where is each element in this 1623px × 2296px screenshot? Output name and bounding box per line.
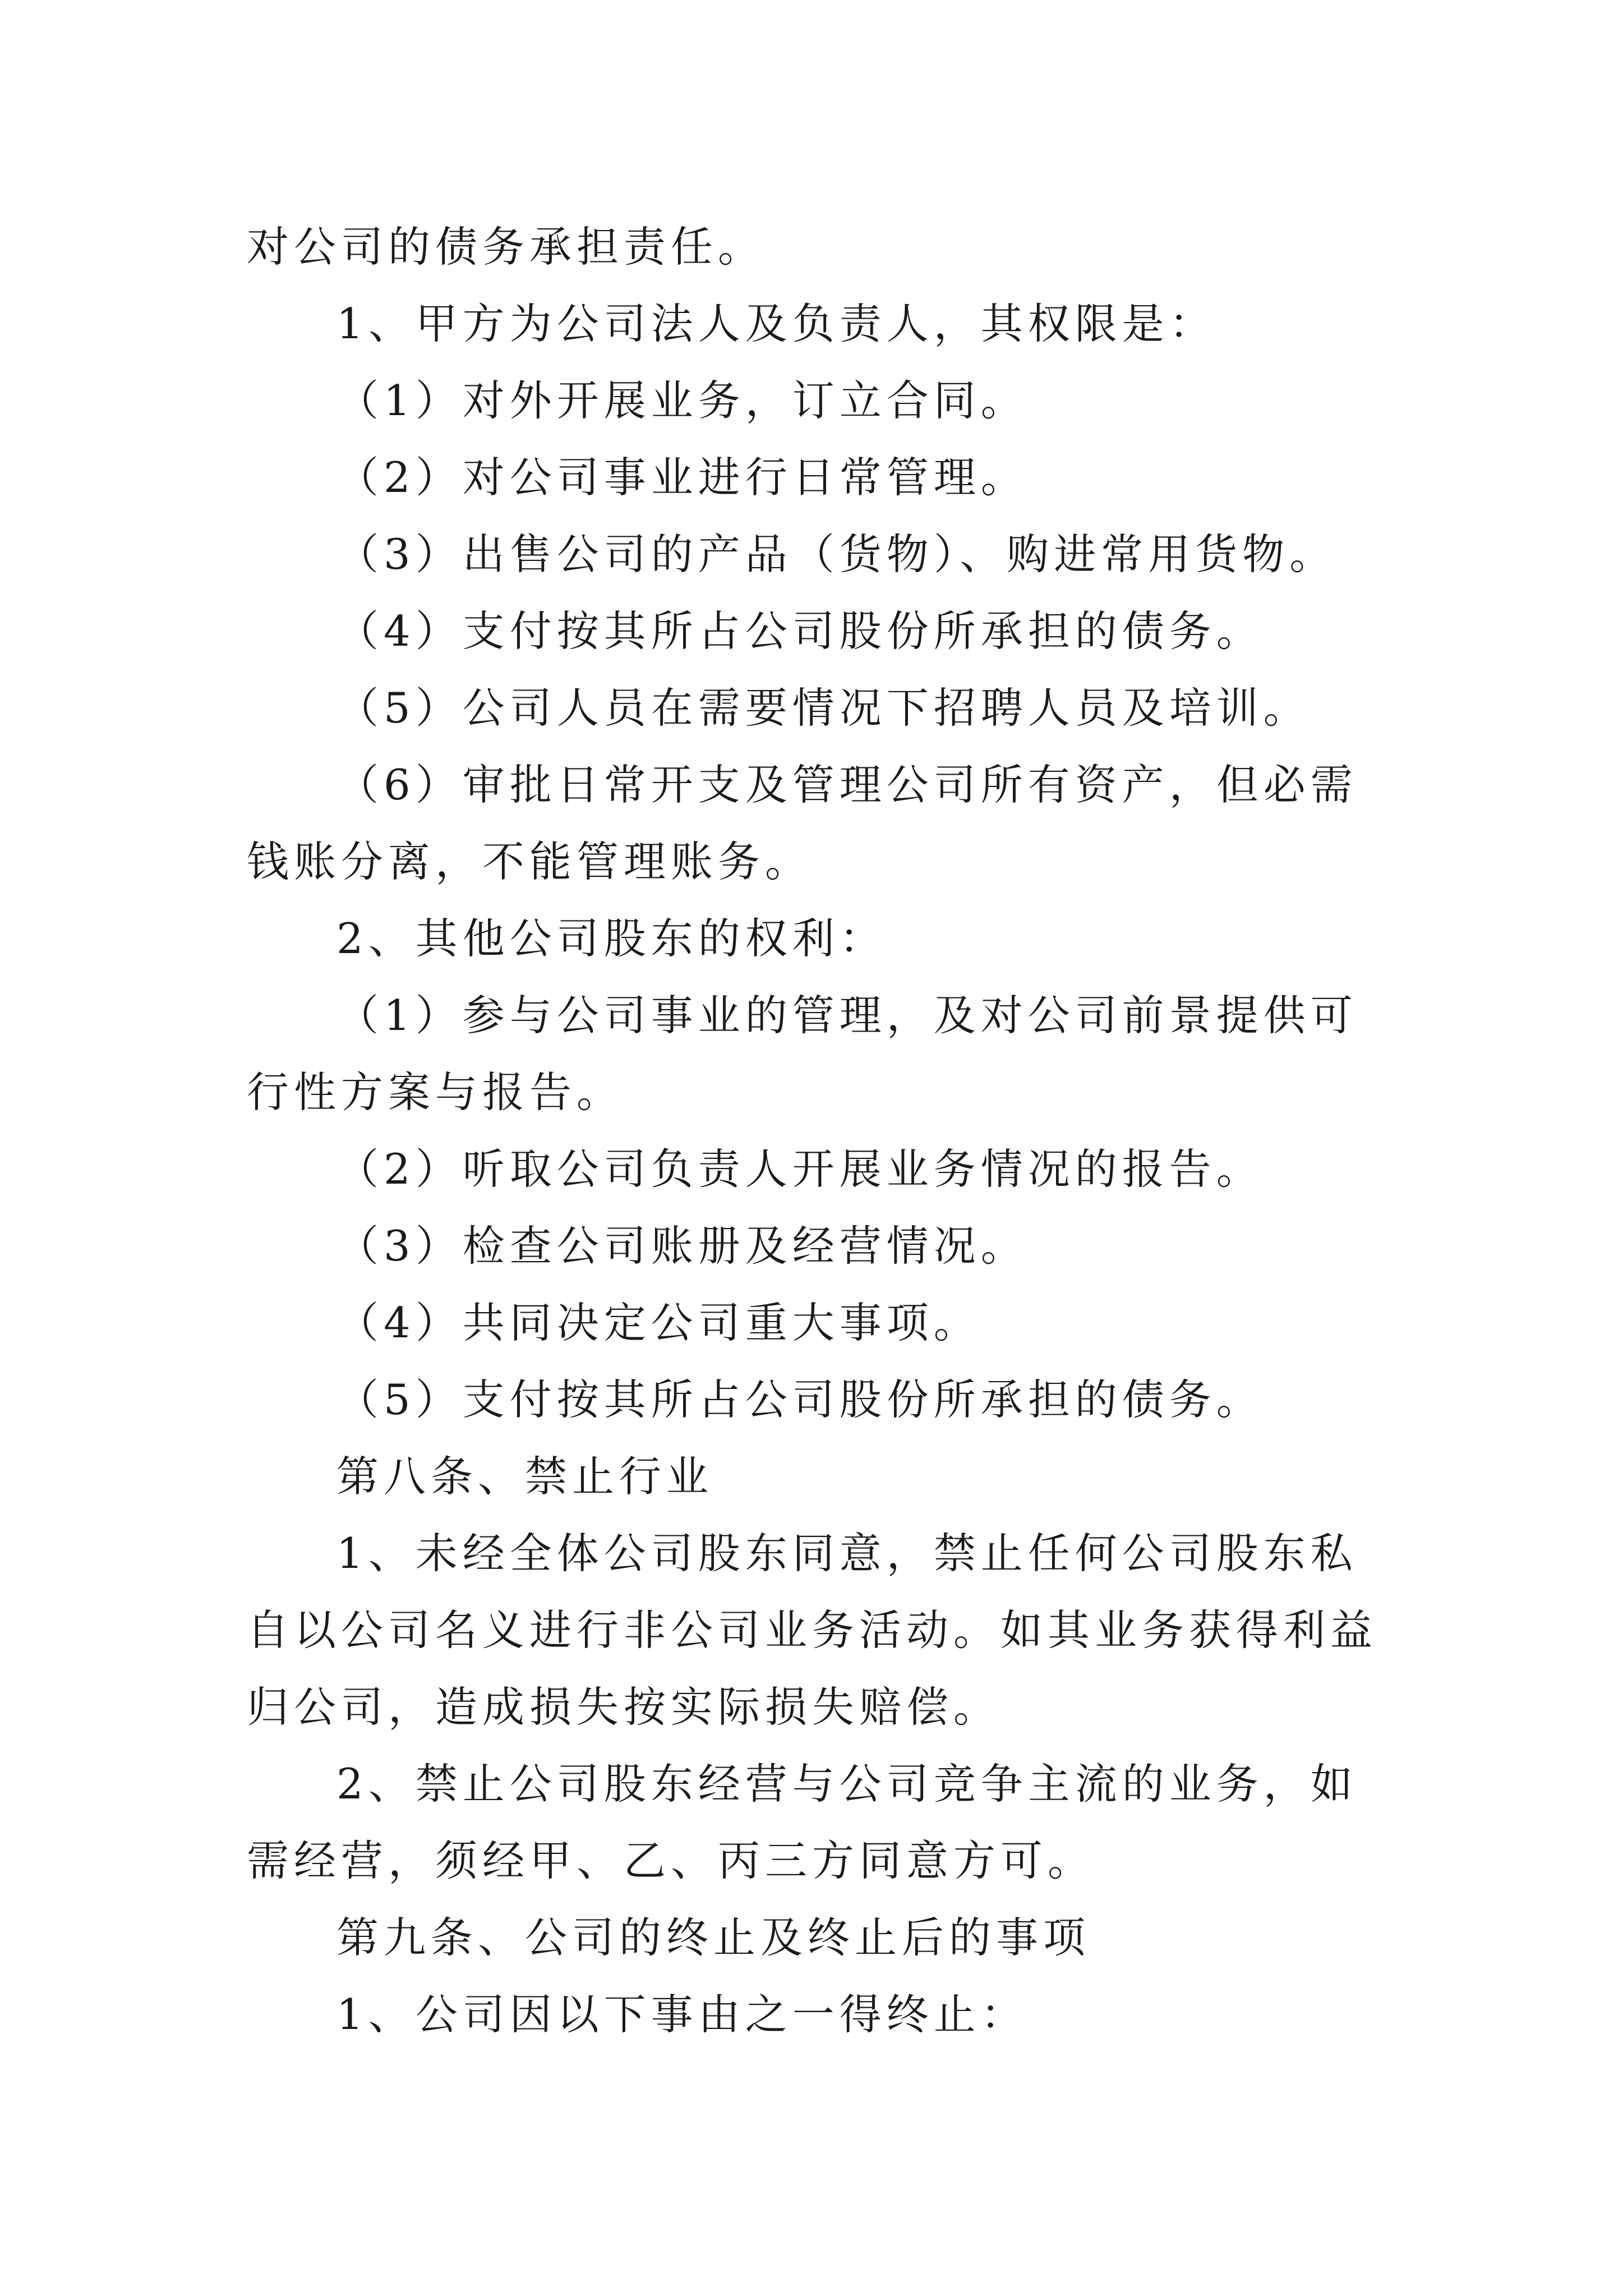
- article-8-heading: 第八条、禁止行业: [336, 1452, 714, 1501]
- list-item-b2: （2）听取公司负责人开展业务情况的报告。: [336, 1144, 1264, 1194]
- list-item-a4: （4）支付按其所占公司股份所承担的债务。: [336, 606, 1264, 656]
- list-item-b4: （4）共同决定公司重大事项。: [336, 1298, 981, 1347]
- list-item-a6: （6）审批日常开支及管理公司所有资产，但必需钱账分离，不能管理账务。: [247, 760, 1358, 886]
- list-item-a3: （3）出售公司的产品（货物）、购进常用货物。: [336, 530, 1337, 579]
- article-8-clause-1: 1、未经全体公司股东同意，禁止任何公司股东私自以公司名义进行非公司业务活动。如其业务获得利益归公司，造成损失按实际损失赔偿。: [247, 1529, 1378, 1732]
- list-item-b3: （3）检查公司账册及经营情况。: [336, 1221, 1028, 1271]
- article-8-clause-2: 2、禁止公司股东经营与公司竞争主流的业务，如需经营，须经甲、乙、丙三方同意方可。: [247, 1759, 1358, 1885]
- paragraph-party-a-authority: 1、甲方为公司法人及负责人，其权限是：: [336, 299, 1216, 348]
- list-item-b1: （1）参与公司事业的管理，及对公司前景提供可行性方案与报告。: [247, 991, 1358, 1117]
- paragraph-debt-responsibility: 对公司的债务承担责任。: [247, 222, 766, 272]
- list-item-a1: （1）对外开展业务，订立合同。: [336, 376, 1028, 425]
- article-9-heading: 第九条、公司的终止及终止后的事项: [336, 1913, 1091, 1962]
- list-item-a2: （2）对公司事业进行日常管理。: [336, 453, 1028, 502]
- list-item-a5: （5）公司人员在需要情况下招聘人员及培训。: [336, 683, 1311, 733]
- paragraph-other-shareholders-rights: 2、其他公司股东的权利：: [336, 914, 887, 963]
- list-item-b5: （5）支付按其所占公司股份所承担的债务。: [336, 1375, 1264, 1424]
- article-9-clause-1: 1、公司因以下事由之一得终止：: [336, 1990, 1028, 2039]
- document-body: [247, 209, 1391, 2053]
